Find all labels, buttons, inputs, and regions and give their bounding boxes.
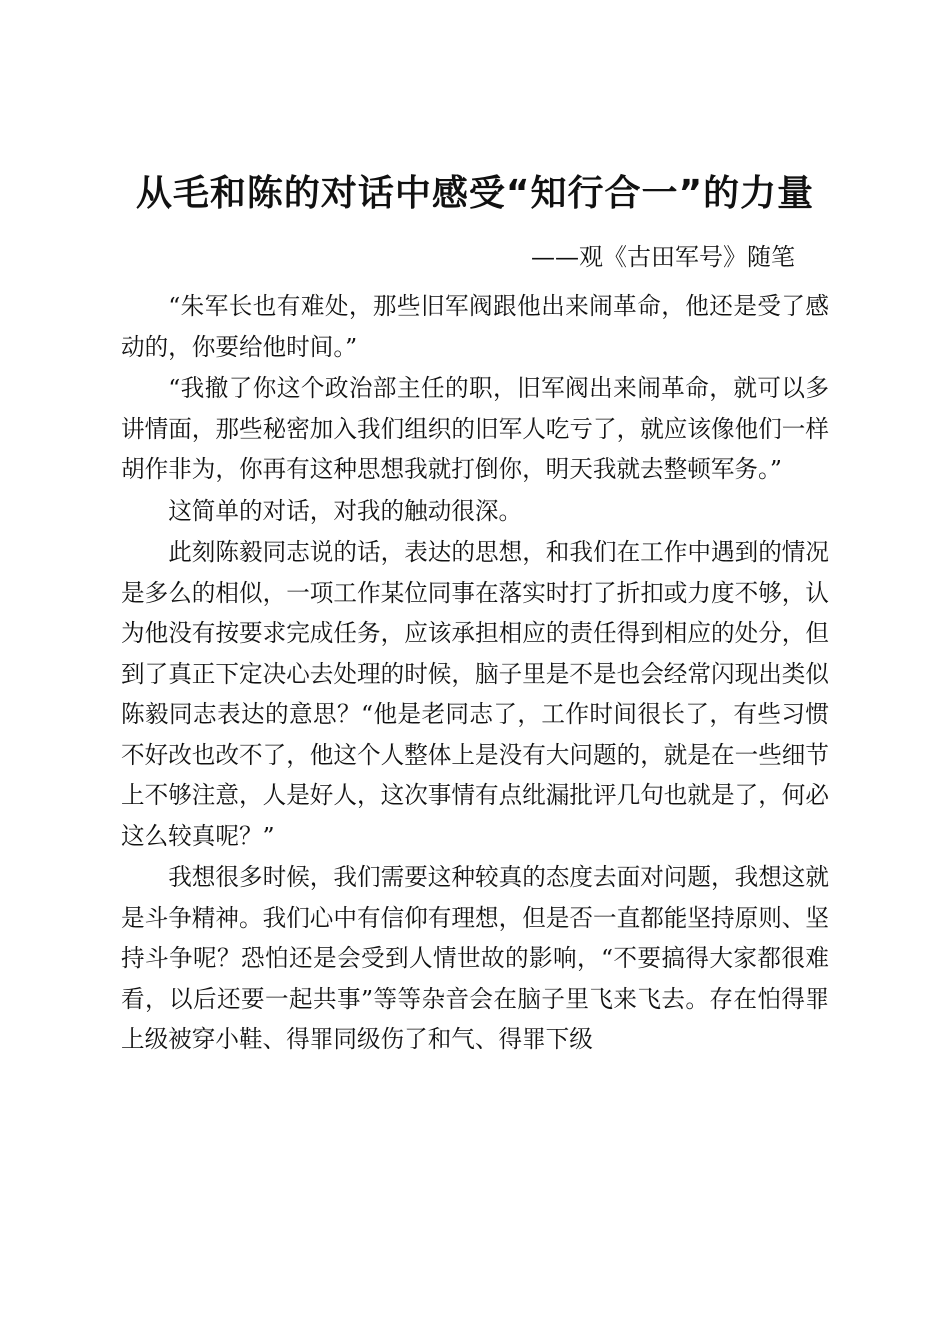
document-title: 从毛和陈的对话中感受“知行合一”的力量: [135, 173, 815, 214]
paragraph: “我撤了你这个政治部主任的职，旧军阀出来闹革命，就可以多讲情面，那些秘密加入我们组织的旧军人吃亏了，就应该像他们一样胡作非为，你再有这种思想我就打倒你，明天我就去整顿军务。”: [121, 374, 829, 483]
paragraph: 这简单的对话，对我的触动很深。: [168, 496, 523, 525]
document-subtitle: ——观《古田军号》随笔: [531, 243, 795, 271]
paragraph: 我想很多时候，我们需要这种较真的态度去面对问题，我想这就是斗争精神。我们心中有信仰有理想，但是否一直都能坚持原则、坚持斗争呢？恐怕还是会受到人情世故的影响，“不要搞得大家都很难看，以后还要一起共事”等等杂音会在脑子里飞来飞去。存在怕得罪上级被穿小鞋、得罪同级伤了和气、得罪下级: [121, 863, 829, 1053]
paragraph: “朱军长也有难处，那些旧军阀跟他出来闹革命，他还是受了感动的，你要给他时间。”: [121, 292, 829, 361]
document-body: [121, 286, 829, 1061]
paragraph: 此刻陈毅同志说的话，表达的思想，和我们在工作中遇到的情况是多么的相似，一项工作某位同事在落实时打了折扣或力度不够，认为他没有按要求完成任务，应该承担相应的责任得到相应的处分，但到了真正下定决心去处理的时候，脑子里是不是也会经常闪现出类似陈毅同志表达的意思？“他是老同志了，工作时间很长了，有些习惯不好改也改不了，他这个人整体上是没有大问题的，就是在一些细节上不够注意，人是好人，这次事情有点纰漏批评几句也就是了，何必这么较真呢？”: [121, 538, 829, 850]
